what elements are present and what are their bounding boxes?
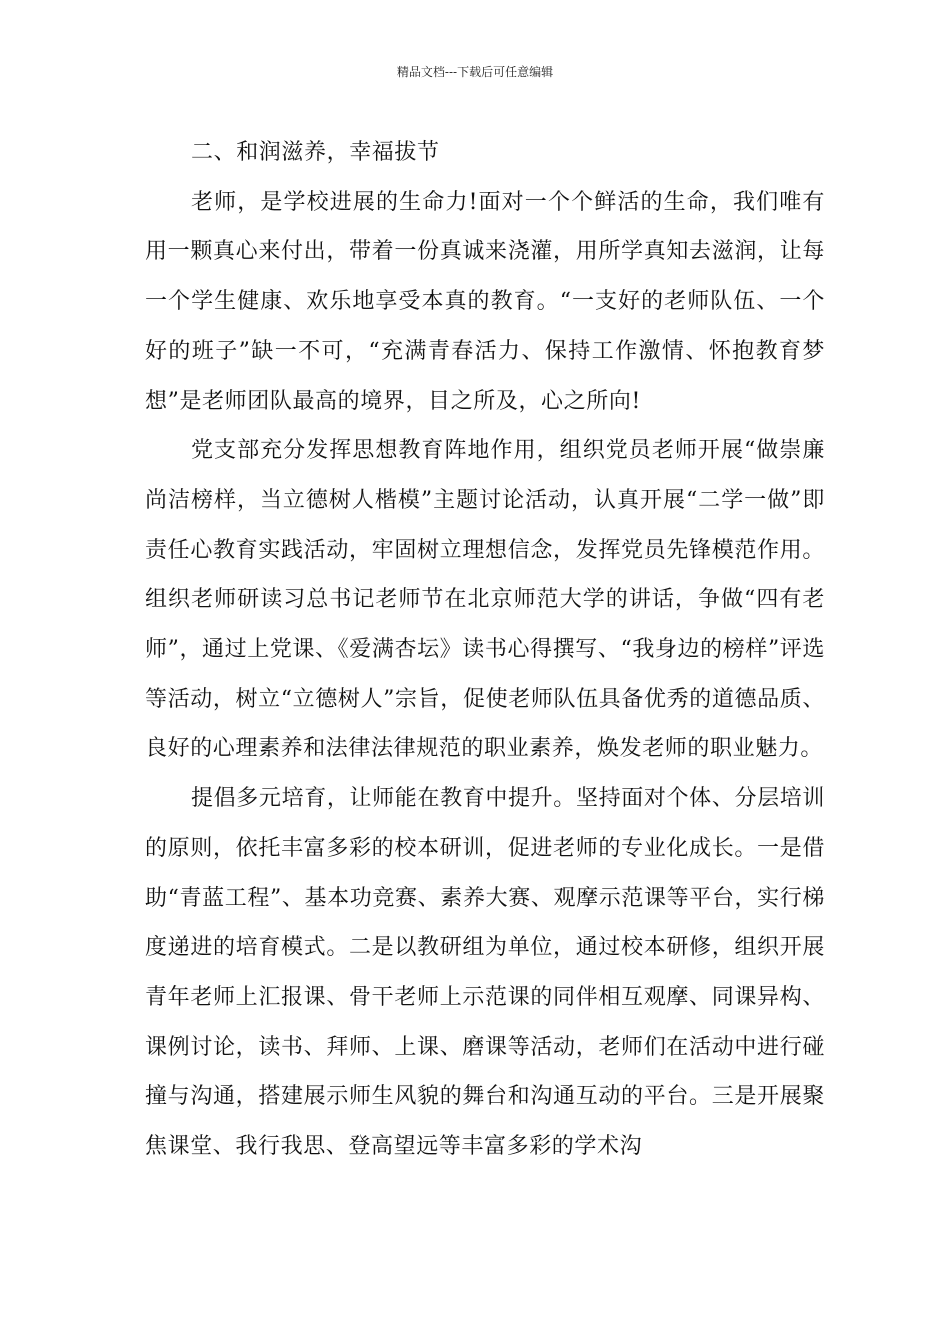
page-header: 精品文档---下载后可任意编辑	[396, 65, 554, 79]
paragraph-party-branch: 党支部充分发挥思想教育阵地作用，组织党员老师开展“做崇廉尚洁榜样，当立德树人楷模”主题讨论活动，认真开展“二学一做”即责任心教育实践活动，牢固树立理想信念，发挥党员先锋模范作用。组织老师研读习总书记老师节在北京师范大学的讲话，争做“四有老师”，通过上党课、《爱满杏坛》读书心得撰写、“我身边的榜样”评选等活动，树立“立德树人”宗旨，促使老师队伍具备优秀的道德品质、良好的心理素养和法律法律规范的职业素养，焕发老师的职业魅力。	[145, 438, 825, 762]
section-title: 二、和润滋养，幸福拔节	[191, 140, 440, 165]
paragraph-teachers: 老师，是学校进展的生命力!面对一个个鲜活的生命，我们唯有用一颗真心来付出，带着一份真诚来浇灌，用所学真知去滋润，让每一个学生健康、欢乐地享受本真的教育。“一支好的老师队伍、一个好的班子”缺一不可，“充满青春活力、保持工作激情、怀抱教育梦想”是老师团队最高的境界，目之所及，心之所向!	[145, 189, 825, 414]
paragraph-training: 提倡多元培育，让师能在教育中提升。坚持面对个体、分层培训的原则，依托丰富多彩的校本研训，促进老师的专业化成长。一是借助“青蓝工程”、基本功竞赛、素养大赛、观摩示范课等平台，实行梯度递进的培育模式。二是以教研组为单位，通过校本研修，组织开展青年老师上汇报课、骨干老师上示范课的同伴相互观摩、同课异构、课例讨论，读书、拜师、上课、磨课等活动，老师们在活动中进行碰撞与沟通，搭建展示师生风貌的舞台和沟通互动的平台。三是开展聚焦课堂、我行我思、登高望远等丰富多彩的学术沟	[145, 786, 825, 1160]
document-body	[145, 128, 825, 1172]
